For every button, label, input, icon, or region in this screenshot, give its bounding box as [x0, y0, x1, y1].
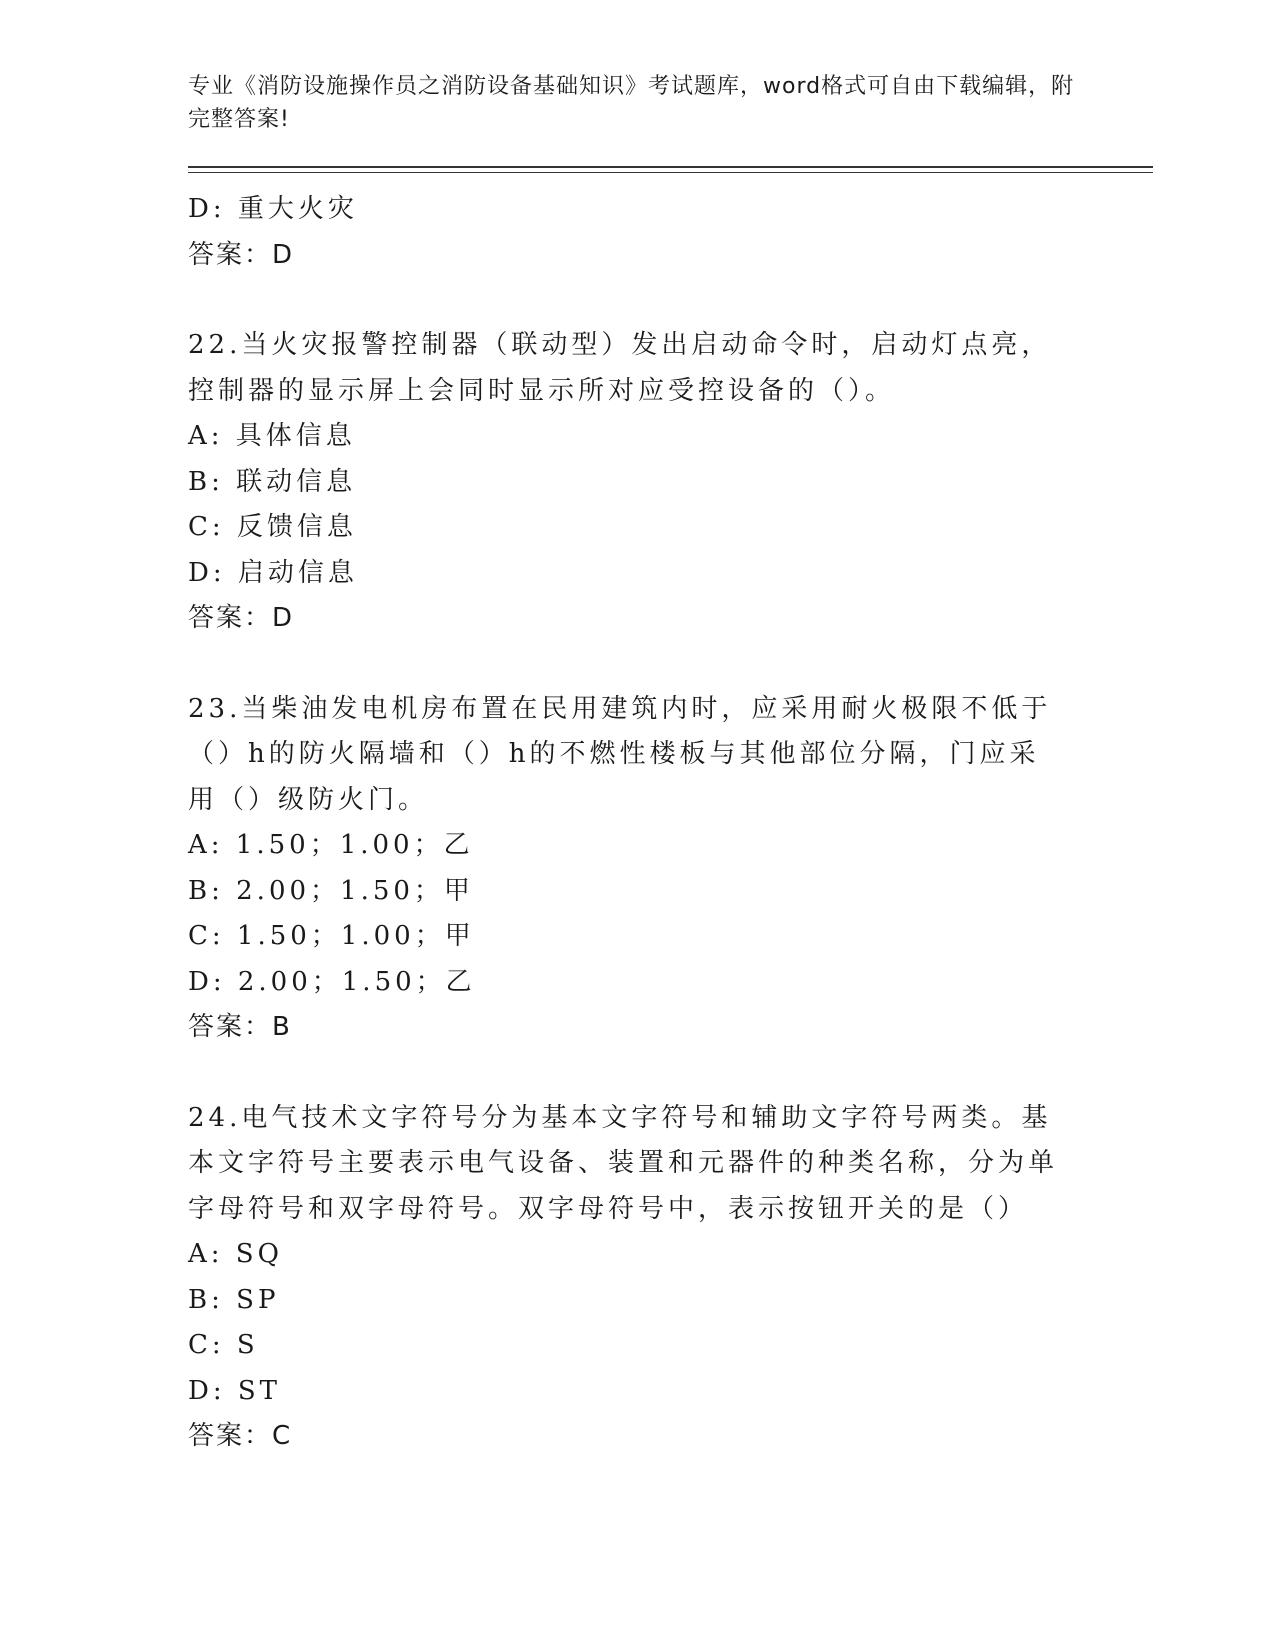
option-a: A: 具体信息 — [188, 421, 356, 451]
option-d-previous: D: 重大火灾 — [188, 194, 358, 224]
option-b: B: 联动信息 — [188, 466, 357, 497]
option-c: C: 反馈信息 — [188, 512, 357, 542]
header-divider — [188, 166, 1153, 173]
document-header: 专业《消防设施操作员之消防设备基础知识》考试题库，word格式可自由下载编辑，附完整答案! — [188, 74, 1075, 132]
option-d: D: ST — [188, 1375, 282, 1406]
answer: 答案：C — [188, 1421, 293, 1451]
question-text: 22.当火灾报警控制器（联动型）发出启动命令时，启动灯点亮，控制器的显示屏上会同时显示所对应受控设备的（）。 — [188, 330, 1052, 406]
option-a: A: SQ — [188, 1239, 283, 1269]
option-a: A: 1.50；1.00；乙 — [188, 830, 474, 860]
option-d: D: 启动信息 — [188, 557, 358, 588]
option-d: D: 2.00；1.50；乙 — [188, 966, 476, 997]
option-b: B: SP — [188, 1284, 280, 1315]
question-text: 24.电气技术文字符号分为基本文字符号和辅助文字符号两类。基本文字符号主要表示电气设备、装置和元器件的种类名称，分为单字母符号和双字母符号。双字母符号中，表示按钮开关的是（） — [188, 1102, 1059, 1224]
question-23 — [188, 687, 1153, 1051]
option-c: C: S — [188, 1330, 259, 1360]
answer: 答案：D — [188, 603, 295, 633]
answer: 答案：B — [188, 1012, 292, 1042]
answer-previous: 答案：D — [188, 239, 295, 270]
document-page — [188, 70, 1153, 1460]
question-22 — [188, 323, 1153, 642]
option-c: C: 1.50；1.00；甲 — [188, 921, 475, 951]
question-24 — [188, 1096, 1153, 1460]
question-text: 23.当柴油发电机房布置在民用建筑内时，应采用耐火极限不低于（）h的防火隔墙和（）h的不燃性楼板与其他部位分隔，门应采用（）级防火门。 — [188, 693, 1052, 815]
question-list — [188, 187, 1153, 1460]
option-b: B: 2.00；1.50；甲 — [188, 875, 474, 906]
